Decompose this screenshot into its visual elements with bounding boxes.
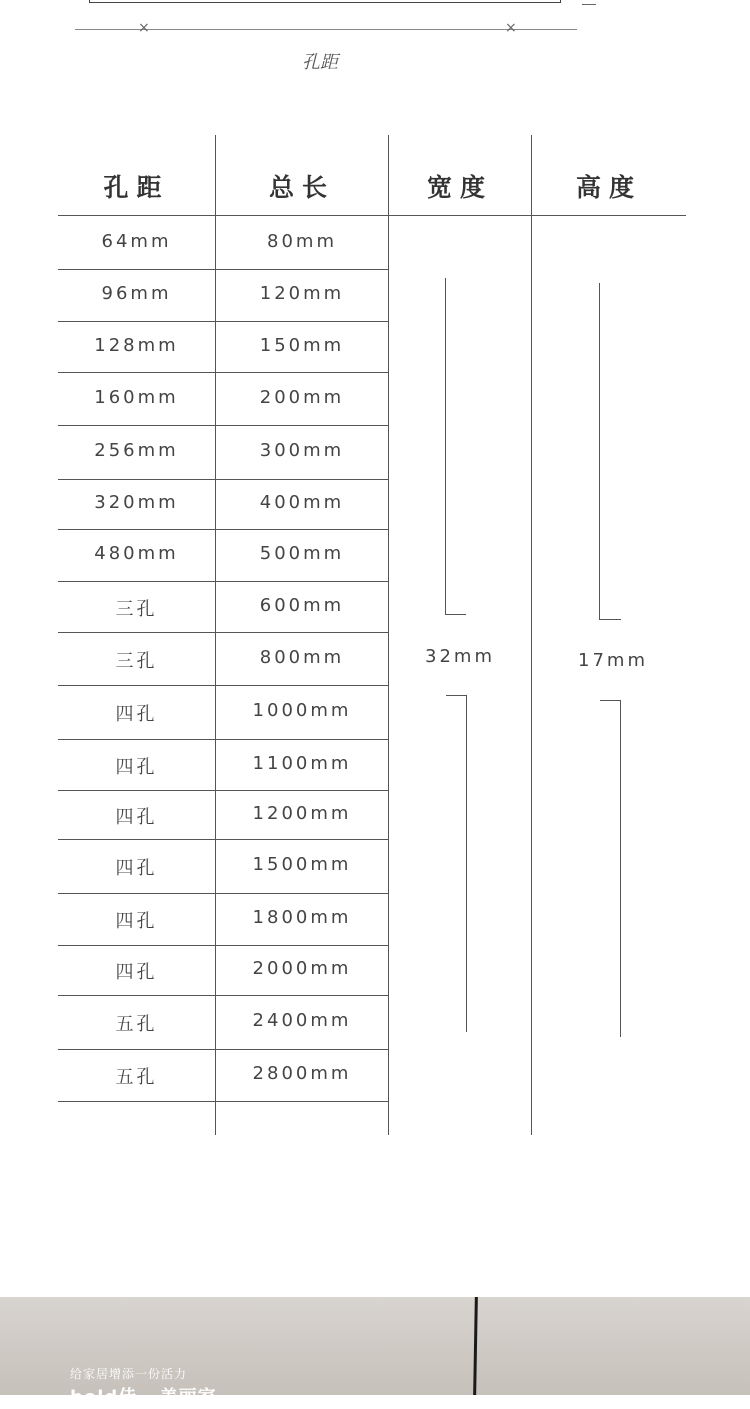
footer-dark-line xyxy=(473,1297,478,1395)
total-length-cell: 2400mm xyxy=(252,1010,352,1031)
hole-spacing-cell: 三孔 xyxy=(115,651,158,672)
hole-spacing-cell: 三孔 xyxy=(115,599,158,620)
hole-spacing-cell: 320mm xyxy=(94,492,179,513)
height-bracket-bottom-head xyxy=(600,700,621,701)
header-width: 宽度 xyxy=(426,173,493,202)
row-divider xyxy=(58,269,388,270)
height-value: 17mm xyxy=(578,650,648,671)
footer-tagline: 给家居增添一份活力 xyxy=(70,1367,188,1381)
vline-2 xyxy=(388,135,389,1135)
row-divider xyxy=(58,425,388,426)
total-length-cell: 500mm xyxy=(259,543,345,564)
row-divider xyxy=(58,321,388,322)
total-length-cell: 120mm xyxy=(259,283,345,304)
width-bracket-bottom-vertical xyxy=(466,695,467,1032)
header-total-length: 总长 xyxy=(268,173,335,202)
hole-mark-right: × xyxy=(505,20,517,36)
hole-spacing-cell: 96mm xyxy=(101,283,172,304)
height-bracket-top-foot xyxy=(599,619,621,620)
total-length-cell: 1100mm xyxy=(252,753,352,774)
row-divider xyxy=(58,1101,388,1102)
height-bracket-top-vertical xyxy=(599,283,600,620)
row-divider xyxy=(58,995,388,996)
hole-spacing-cell: 四孔 xyxy=(115,911,158,932)
total-length-cell: 800mm xyxy=(259,647,345,668)
width-value: 32mm xyxy=(425,646,495,667)
row-divider xyxy=(58,790,388,791)
vline-3 xyxy=(531,135,532,1135)
row-divider xyxy=(58,529,388,530)
width-bracket-top-vertical xyxy=(445,278,446,615)
height-bracket-bottom-vertical xyxy=(620,700,621,1037)
total-length-cell: 300mm xyxy=(259,440,345,461)
hole-spacing-cell: 四孔 xyxy=(115,704,158,725)
hole-spacing-cell: 160mm xyxy=(94,387,179,408)
footer-brand: bold佳 · 美丽家 xyxy=(70,1387,217,1408)
row-divider xyxy=(58,839,388,840)
row-divider xyxy=(58,372,388,373)
footer-banner xyxy=(0,1297,750,1408)
hole-spacing-cell: 五孔 xyxy=(115,1014,158,1035)
hole-mark-left: × xyxy=(138,20,150,36)
header-height: 高度 xyxy=(575,173,642,202)
row-divider xyxy=(58,1049,388,1050)
hole-spacing-cell: 四孔 xyxy=(115,757,158,778)
hole-spacing-caption: 孔距 xyxy=(302,52,338,73)
header-hole-spacing: 孔距 xyxy=(103,173,170,202)
row-divider xyxy=(58,945,388,946)
total-length-cell: 80mm xyxy=(267,231,337,252)
hole-spacing-cell: 四孔 xyxy=(115,807,158,828)
row-divider xyxy=(58,685,388,686)
row-divider xyxy=(58,739,388,740)
hole-spacing-cell: 五孔 xyxy=(115,1067,158,1088)
total-length-cell: 1800mm xyxy=(252,907,352,928)
total-length-cell: 600mm xyxy=(259,595,345,616)
hole-spacing-cell: 四孔 xyxy=(115,858,158,879)
hole-spacing-cell: 四孔 xyxy=(115,962,158,983)
row-divider xyxy=(58,632,388,633)
width-bracket-bottom-head xyxy=(446,695,467,696)
hole-spacing-cell: 480mm xyxy=(94,543,179,564)
hole-spacing-cell: 128mm xyxy=(94,335,179,356)
row-divider xyxy=(58,581,388,582)
total-length-cell: 200mm xyxy=(259,387,345,408)
hole-spacing-cell: 64mm xyxy=(101,231,172,252)
width-bracket-top-foot xyxy=(445,614,466,615)
total-length-cell: 2800mm xyxy=(252,1063,352,1084)
hole-spacing-cell: 256mm xyxy=(94,440,179,461)
total-length-cell: 1000mm xyxy=(252,700,352,721)
total-length-cell: 1200mm xyxy=(252,803,352,824)
header-divider xyxy=(58,215,686,216)
row-divider xyxy=(58,479,388,480)
total-length-cell: 1500mm xyxy=(252,854,352,875)
total-length-cell: 400mm xyxy=(259,492,345,513)
total-length-cell: 150mm xyxy=(259,335,345,356)
total-length-cell: 2000mm xyxy=(252,958,352,979)
row-divider xyxy=(58,893,388,894)
